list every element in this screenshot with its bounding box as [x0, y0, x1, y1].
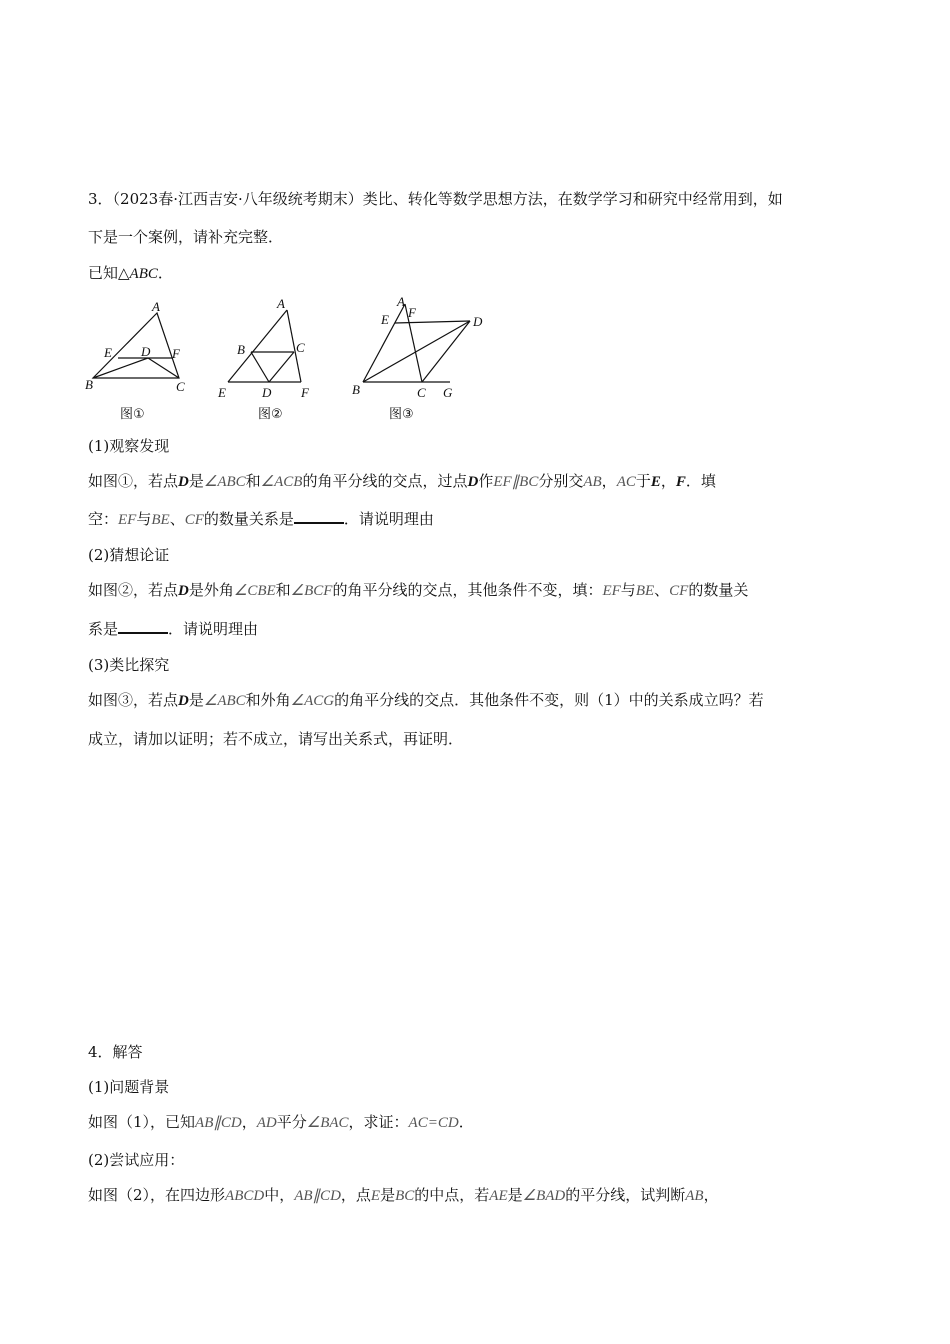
figure-2	[214, 296, 329, 424]
fig3-label-e: E	[381, 312, 389, 327]
text: ，	[660, 472, 676, 490]
fig1-segment-cd	[148, 358, 179, 378]
math-e: E	[370, 1188, 381, 1204]
fig2-segment-bd	[251, 352, 269, 382]
text: ．请说明理由	[343, 510, 434, 528]
point-e: E	[650, 474, 661, 490]
fig1-label-c: C	[176, 379, 185, 394]
text: 于	[635, 472, 651, 490]
math-ad: AD	[256, 1115, 277, 1131]
text: 系是	[88, 620, 119, 638]
text: 的数量关系是	[203, 510, 294, 528]
q3-part2-title: (2)猜想论证	[88, 546, 170, 564]
fig1-label-b: B	[85, 377, 93, 392]
text: 是外角	[188, 581, 234, 599]
q3-intro-2: 下是一个案例，请补充完整．	[88, 228, 284, 246]
fig2-segment-cd	[269, 352, 294, 382]
math-ac-equals-cd: AC=CD	[408, 1115, 459, 1131]
point-d: D	[178, 693, 189, 709]
text: 平分	[276, 1113, 307, 1131]
math-angle-bac: ∠BAC	[306, 1115, 349, 1131]
q3-part3-line-1	[88, 690, 764, 711]
math-angle-bad: ∠BAD	[522, 1188, 566, 1204]
math-ef-parallel-bc: EF∥BC	[493, 474, 539, 490]
math-be: BE	[151, 512, 170, 528]
fig2-caption: 图②	[258, 407, 283, 422]
q3-intro-line-1	[88, 189, 783, 209]
q4-number: 4．解答	[88, 1043, 143, 1061]
point-f: F	[675, 474, 686, 490]
fig3-label-c: C	[417, 385, 426, 400]
math-abcd: ABCD	[225, 1188, 265, 1204]
text: 的数量关	[688, 581, 749, 599]
math-angle-acg: ∠ACG	[290, 693, 335, 709]
q3-part2-line-2	[88, 618, 258, 639]
fig2-label-e: E	[218, 385, 226, 400]
math-ae: AE	[489, 1188, 508, 1204]
text: ，	[601, 472, 617, 490]
math-angle-abc: ∠ABC	[203, 693, 246, 709]
text: 分别交	[538, 472, 584, 490]
text: 如图（2），在四边形	[88, 1186, 226, 1204]
math-angle-abc: ∠ABC	[203, 474, 246, 490]
text: 的中点，若	[414, 1186, 490, 1204]
text: 如图①，若点	[88, 472, 179, 490]
fig3-label-g: G	[443, 385, 453, 400]
fig2-label-d: D	[262, 385, 272, 400]
math-ab-parallel-cd: AB∥CD	[294, 1188, 341, 1204]
math-ef: EF	[118, 512, 137, 528]
text: ，点	[340, 1186, 371, 1204]
q3-part1-line-2	[88, 508, 434, 530]
fig1-caption: 图①	[120, 407, 145, 422]
q3-given-suffix: ．	[157, 264, 173, 282]
q4-part1-line	[88, 1112, 474, 1133]
text: ，求证：	[348, 1113, 409, 1131]
q3-part3-title: (3)类比探究	[88, 656, 170, 674]
text: 和	[275, 581, 291, 599]
fig1-label-a: A	[152, 299, 160, 314]
text: 与	[136, 510, 152, 528]
text: 、	[654, 581, 670, 599]
math-ab: AB	[583, 474, 602, 490]
q3-intro-1: 类比、转化等数学思想方法，在数学学习和研究中经常用到，如	[362, 190, 783, 208]
text: ．请说明理由	[168, 620, 259, 638]
fig2-label-a: A	[277, 296, 285, 311]
text: ．	[458, 1113, 474, 1131]
math-ef: EF	[602, 583, 621, 599]
fig3-label-f: F	[408, 305, 416, 320]
math-be: BE	[635, 583, 655, 599]
math-bc: BC	[395, 1188, 415, 1204]
text: 的平分线，试判断	[565, 1186, 686, 1204]
q4-part2-line	[88, 1185, 719, 1206]
fig1-segment-bd	[93, 358, 148, 378]
q3-given-line	[88, 263, 173, 284]
point-d: D	[178, 583, 189, 599]
q3-source: （2023春·江西吉安·八年级统考期末）	[112, 190, 363, 208]
fig2-label-b: B	[237, 342, 245, 357]
text: 是	[188, 472, 204, 490]
fig1-label-d: D	[141, 344, 151, 359]
fig3-label-a: A	[397, 294, 405, 309]
fig3-segment-cd	[422, 321, 470, 382]
math-ac: AC	[616, 474, 636, 490]
q3-part2-line-1	[88, 580, 748, 601]
q3-part3-line-2: 成立，请加以证明；若不成立，请写出关系式，再证明．	[88, 730, 464, 748]
answer-blank[interactable]	[118, 618, 168, 634]
text: 如图②，若点	[88, 581, 179, 599]
q3-number: 3．	[88, 190, 113, 208]
q4-part1-title: (1)问题背景	[88, 1078, 170, 1096]
text: 、	[169, 510, 185, 528]
math-ab-parallel-cd: AB∥CD	[195, 1115, 242, 1131]
fig2-label-c: C	[296, 340, 305, 355]
fig3-segment-ed	[395, 321, 470, 323]
text: 的角平分线的交点．其他条件不变，则（1）中的关系成立吗？若	[334, 691, 764, 709]
math-angle-acb: ∠ACB	[260, 474, 303, 490]
text: 如图（1），已知	[88, 1113, 196, 1131]
text: ，	[241, 1113, 257, 1131]
q3-part1-title: (1)观察发现	[88, 437, 170, 455]
fig3-caption: 图③	[389, 407, 414, 422]
math-cf: CF	[184, 512, 204, 528]
text: 是	[188, 691, 204, 709]
answer-blank[interactable]	[294, 508, 344, 524]
text: 与	[620, 581, 636, 599]
text: 是	[380, 1186, 396, 1204]
q3-part1-line-1	[88, 471, 716, 492]
q4-part2-title: (2)尝试应用：	[88, 1151, 185, 1169]
fig3-label-d: D	[473, 314, 483, 329]
math-ab: AB	[685, 1188, 704, 1204]
text: 和外角	[245, 691, 291, 709]
text: 如图③，若点	[88, 691, 179, 709]
q3-intro-line-2	[88, 227, 283, 247]
text: 作	[478, 472, 494, 490]
point-d: D	[467, 474, 479, 490]
fig3-label-b: B	[352, 382, 360, 397]
text: 空：	[88, 510, 119, 528]
fig2-label-f: F	[301, 385, 309, 400]
text: 是	[507, 1186, 523, 1204]
text: ，	[703, 1186, 719, 1204]
q3-given-triangle: ABC	[129, 266, 158, 282]
text: 中，	[264, 1186, 295, 1204]
math-cf: CF	[669, 583, 689, 599]
text: ．填	[685, 472, 716, 490]
fig1-label-e: E	[104, 345, 112, 360]
text: 和	[245, 472, 261, 490]
text: 的角平分线的交点，其他条件不变，填：	[332, 581, 603, 599]
q3-given-prefix: 已知△	[88, 264, 130, 282]
figure-1	[82, 296, 197, 424]
point-d: D	[178, 474, 189, 490]
math-angle-bcf: ∠BCF	[290, 583, 333, 599]
figure-3	[345, 290, 495, 424]
math-angle-cbe: ∠CBE	[233, 583, 276, 599]
fig1-label-f: F	[172, 346, 180, 361]
text: 的角平分线的交点，过点	[302, 472, 468, 490]
